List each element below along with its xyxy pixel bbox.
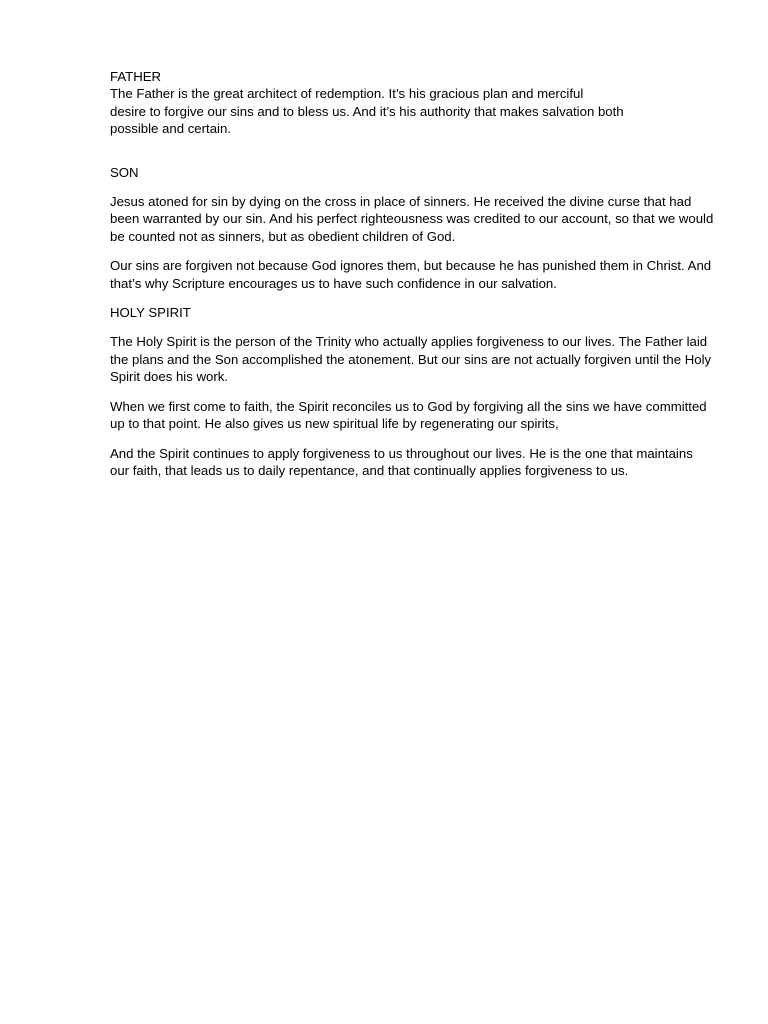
spacer xyxy=(110,181,714,193)
father-line: possible and certain. xyxy=(110,121,231,137)
paragraph-father xyxy=(110,85,714,137)
paragraph-holy-spirit-3: And the Spirit continues to apply forgiveness to us throughout our lives. He is the one that maintains our faith, that leads us to daily repentance, and that continually applies forgiveness to us. xyxy=(110,445,693,478)
heading-son: SON xyxy=(110,164,139,180)
spacer xyxy=(110,386,714,398)
spacer xyxy=(110,138,714,164)
spacer xyxy=(110,245,714,257)
document-page xyxy=(110,68,714,479)
heading-father: FATHER xyxy=(110,69,162,84)
spacer xyxy=(110,433,714,445)
father-line: The Father is the great architect of redemption. It’s his gracious plan and merciful xyxy=(110,86,584,102)
paragraph-son-2: Our sins are forgiven not because God ignores them, but because he has punished them in Christ. And that’s why Scripture encourages us to have such confidence in our salvation. xyxy=(110,258,712,291)
paragraph-holy-spirit-1: The Holy Spirit is the person of the Trinity who actually applies forgiveness to our lives. The Father laid the plans and the Son accomplished the atonement. But our sins are not actually forgiven until the Holy Spirit does his work. xyxy=(110,334,712,385)
spacer xyxy=(110,321,714,333)
heading-holy-spirit: HOLY SPIRIT xyxy=(110,305,191,321)
paragraph-son-1: Jesus atoned for sin by dying on the cross in place of sinners. He received the divine curse that had been warranted by our sin. And his perfect righteousness was credited to our account, so that we would be counted not as sinners, but as obedient children of God. xyxy=(110,194,714,244)
spacer xyxy=(110,292,714,304)
father-line: desire to forgive our sins and to bless us. And it’s his authority that makes salvation both xyxy=(110,103,624,119)
paragraph-holy-spirit-2: When we first come to faith, the Spirit reconciles us to God by forgiving all the sins we have committed up to that point. He also gives us new spiritual life by regenerating our spirits, xyxy=(110,398,707,432)
